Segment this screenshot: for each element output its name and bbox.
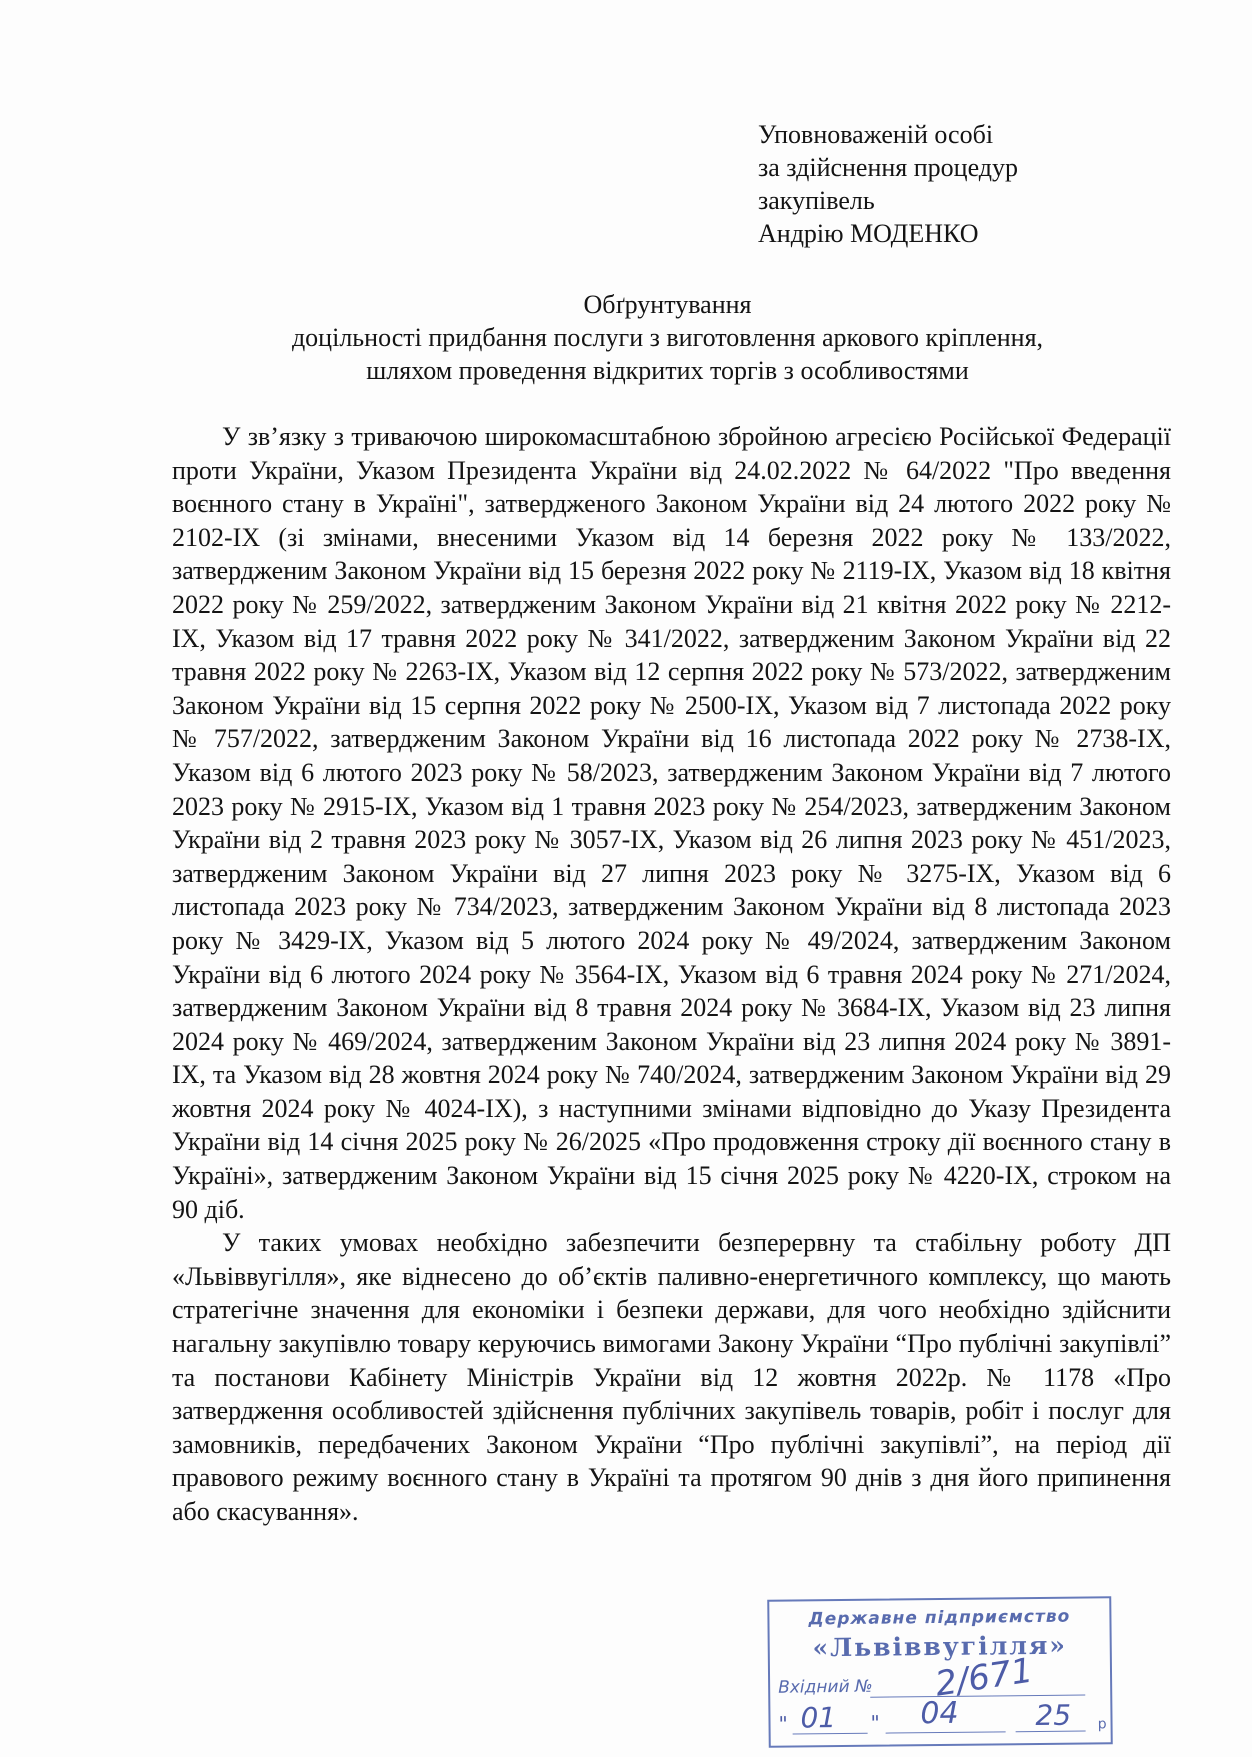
document-title: [170, 288, 1165, 387]
title-line-2: доцільності придбання послуги з виготовлення аркового кріплення,: [291, 323, 1044, 352]
stamp-org-type: Державне підприємство: [808, 1606, 1071, 1630]
stamp-incoming-label: Вхідний №: [778, 1676, 873, 1698]
title-line-3: шляхом проведення відкритих торгів з особливостями: [366, 356, 969, 385]
stamp-date-month: 04: [920, 1695, 959, 1732]
registration-stamp: [767, 1596, 1113, 1748]
stamp-month-underline: [886, 1731, 1006, 1733]
stamp-year-suffix: р: [1097, 1716, 1107, 1733]
addressee-line-1: Уповноваженій особі: [758, 120, 994, 149]
stamp-quote-close: ": [870, 1710, 880, 1735]
addressee-name: Андрію МОДЕНКО: [758, 219, 979, 248]
title-line-1: Обґрунтування: [583, 290, 752, 319]
stamp-org-name: «Львіввугілля»: [812, 1630, 1068, 1663]
document-body: [172, 420, 1171, 1529]
addressee-block: [758, 118, 1018, 250]
addressee-line-2: за здійснення процедур: [758, 153, 1019, 182]
stamp-date-year: 25: [1035, 1698, 1072, 1733]
stamp-date-day: 01: [800, 1701, 837, 1735]
addressee-line-3: закупівель: [758, 186, 875, 215]
stamp-incoming-number: 2/671: [932, 1650, 1036, 1705]
stamp-quote-open: ": [778, 1711, 788, 1736]
body-paragraph-1: У зв’язку з триваючою широкомасштабною збройною агресією Російської Федерації проти України, Указом Президента України від 24.02.2022 № 64/2022 "Про введення воєнного стану в Україні", затвердженого Законом України від 24 лютого 2022 року № 2102-IX (зі змінами, внесеними Указом від 14 березня 2022 року № 133/2022, затвердженим Законом України від 15 березня 2022 року № 2119-IX, Указом від 18 квітня 2022 року № 259/2022, затвердженим Законом України від 21 квітня 2022 року № 2212-IX, Указом від 17 травня 2022 року № 341/2022, затвердженим Законом України від 22 травня 2022 року № 2263-IX, Указом від 12 серпня 2022 року № 573/2022, затвердженим Законом України від 15 серпня 2022 року № 2500-IX, Указом від 7 листопада 2022 року № 757/2022, затвердженим Законом України від 16 листопада 2022 року № 2738-IX, Указом від 6 лютого 2023 року № 58/2023, затвердженим Законом України від 7 лютого 2023 року № 2915-IX, Указом від 1 травня 2023 року № 254/2023, затвердженим Законом України від 2 травня 2023 року № 3057-IX, Указом від 26 липня 2023 року № 451/2023, затвердженим Законом України від 27 липня 2023 року № 3275-IX, Указом від 6 листопада 2023 року № 734/2023, затвердженим Законом України від 8 листопада 2023 року № 3429-IX, Указом від 5 лютого 2024 року № 49/2024, затвердженим Законом України від 6 лютого 2024 року № 3564-IX, Указом від 6 травня 2024 року № 271/2024, затвердженим Законом України від 8 травня 2024 року № 3684-IX, Указом від 23 липня 2024 року № 469/2024, затвердженим Законом України від 23 липня 2024 року № 3891-IX, та Указом від 28 жовтня 2024 року № 740/2024, затвердженим Законом України від 29 жовтня 2024 року № 4024-IX), з наступними змінами відповідно до Указу Президента України від 14 січня 2025 року № 26/2025 «Про продовження строку дії воєнного стану в Україні», затвердженим Законом України від 15 січня 2025 року № 4220-IX, строком на 90 діб.: [172, 422, 1171, 1224]
body-paragraph-2: У таких умовах необхідно забезпечити безперервну та стабільну роботу ДП «Львіввугілля», яке віднесено до об’єктів паливно-енергетичного комплексу, що мають стратегічне значення для економіки і безпеки держави, для чого необхідно здійснити нагальну закупівлю товару керуючись вимогами Закону України “Про публічні закупівлі” та постанови Кабінету Міністрів України від 12 жовтня 2022р. № 1178 «Про затвердження особливостей здійснення публічних закупівель товарів, робіт і послуг для замовників, передбачених Законом України “Про публічні закупівлі”, на період дії правового режиму воєнного стану в Україні та протягом 90 днів з дня його припинення або скасування».: [172, 1228, 1171, 1526]
